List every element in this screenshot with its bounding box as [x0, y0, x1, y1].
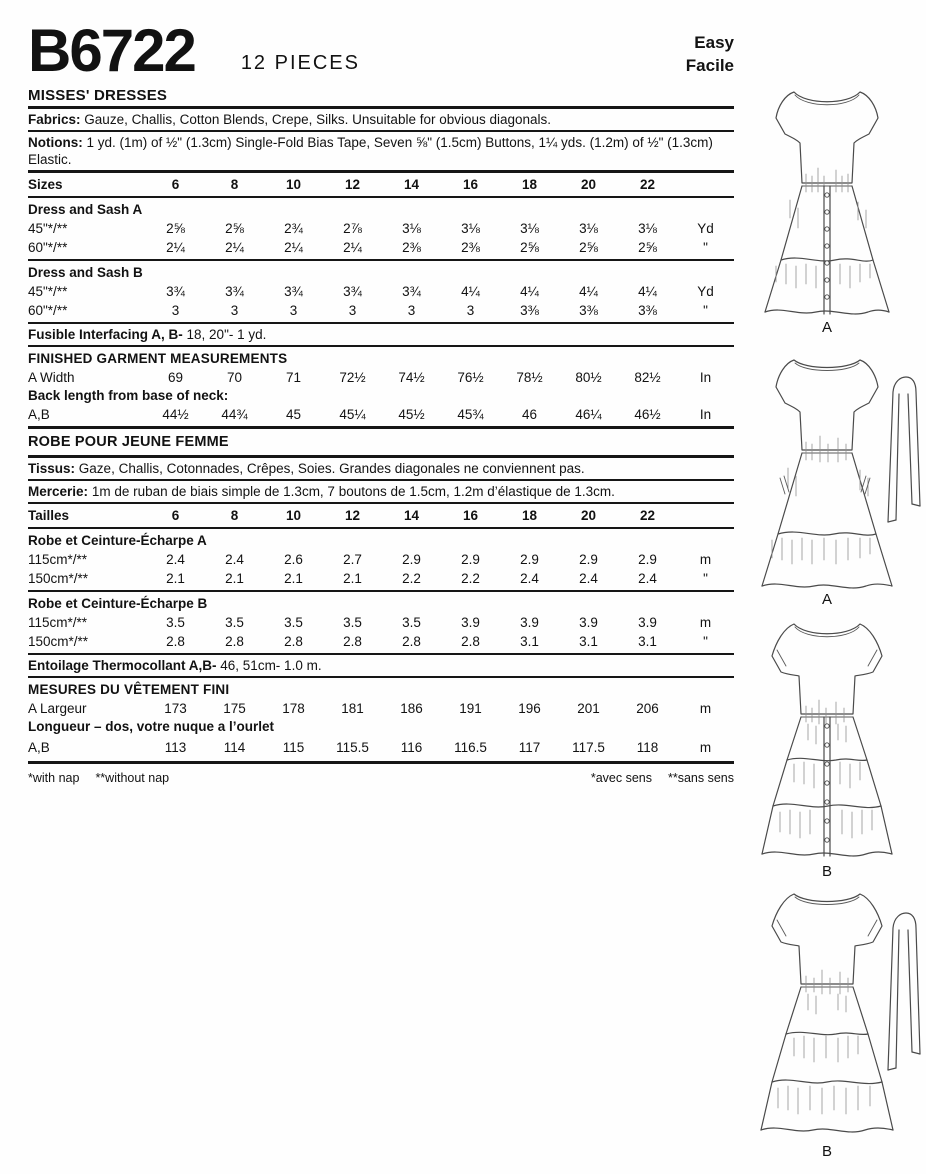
size-value: 18 — [521, 508, 538, 523]
footnote-without-nap: **without nap — [95, 771, 170, 785]
yardage-value: 4¼ — [520, 284, 539, 299]
measurement-value: 70 — [226, 370, 243, 385]
fabric-width-label: 115cm*/** — [28, 615, 88, 630]
yardage-value: 3⅛ — [520, 221, 539, 236]
yardage-value: 2⅜ — [402, 240, 421, 255]
measurement-value: 175 — [223, 701, 246, 716]
tissus-text: Gaze, Challis, Cotonnades, Crêpes, Soies. Grandes diagonales ne conviennent pas. — [78, 461, 585, 476]
metrage-value: 2.8 — [166, 634, 185, 649]
row-unit: m — [699, 701, 712, 716]
figure-label: B — [821, 863, 832, 880]
yardage-value: 2⅝ — [579, 240, 598, 255]
measurement-value: 115 — [282, 740, 305, 755]
metrage-value: 3.5 — [402, 615, 421, 630]
fabric-width-label: 150cm*/** — [28, 634, 89, 649]
measurement-value: 178 — [282, 701, 305, 716]
metrage-value: 2.7 — [343, 552, 362, 567]
interfacing-text: 18, 20"- 1 yd. — [186, 327, 267, 342]
metrage-value: 3.9 — [579, 615, 598, 630]
divider — [28, 106, 734, 109]
mesure-row — [28, 736, 734, 759]
measurement-value: 71 — [285, 370, 302, 385]
tissus-note — [28, 460, 734, 477]
yardage-value: 2⅜ — [461, 240, 480, 255]
measurement-value: 45¾ — [457, 407, 484, 422]
footnotes-english — [28, 771, 169, 785]
measurement-value: 44½ — [162, 407, 189, 422]
metrage-value: 2.9 — [520, 552, 539, 567]
metrage-value: 2.2 — [461, 571, 480, 586]
yardage-value: 3⅜ — [579, 303, 598, 318]
row-unit: m — [699, 740, 712, 755]
notions-label: Notions: — [28, 135, 83, 150]
yardage-value: 3⅛ — [638, 221, 657, 236]
footnotes-french — [591, 771, 734, 785]
yardage-value: 2¼ — [284, 240, 303, 255]
yardage-value: 2¼ — [343, 240, 362, 255]
row-unit: " — [703, 240, 708, 255]
measurement-value: 46¼ — [575, 407, 602, 422]
metrage-value: 2.2 — [402, 571, 421, 586]
measurement-value: 76½ — [457, 370, 484, 385]
metrage-value: 3.5 — [284, 615, 303, 630]
section-title-robe-b: Robe et Ceinture-Écharpe B — [28, 596, 208, 611]
measurement-value: 45¼ — [339, 407, 366, 422]
measurement-value: 196 — [518, 701, 541, 716]
metrage-value: 2.4 — [638, 571, 657, 586]
metrage-value: 3.1 — [520, 634, 539, 649]
yardage-value: 3¾ — [284, 284, 303, 299]
yardage-value: 3 — [348, 303, 357, 318]
yardage-value: 2⅝ — [225, 221, 244, 236]
yardage-value: 2¼ — [166, 240, 185, 255]
measurement-row — [28, 405, 734, 424]
size-value: 14 — [403, 508, 420, 523]
measurement-value: 82½ — [634, 370, 661, 385]
entoilage-label: Entoilage Thermocollant A,B- — [28, 658, 217, 673]
measurement-label: A,B — [28, 740, 50, 755]
french-section-title: ROBE POUR JEUNE FEMME — [28, 434, 229, 450]
metrage-value: 2.8 — [343, 634, 362, 649]
measurement-value: 186 — [400, 701, 423, 716]
size-value: 16 — [462, 177, 479, 192]
yardage-value: 3⅜ — [520, 303, 539, 318]
measurement-value: 69 — [167, 370, 184, 385]
size-value: 14 — [403, 177, 420, 192]
size-value: 22 — [639, 177, 656, 192]
divider — [28, 479, 734, 481]
yardage-value: 3⅛ — [579, 221, 598, 236]
divider — [28, 426, 734, 429]
fabrics-text: Gauze, Challis, Cotton Blends, Crepe, Silks. Unsuitable for obvious diagonals. — [84, 112, 552, 127]
fabric-width-label: 60"*/** — [28, 240, 68, 255]
metrage-value: 3.9 — [638, 615, 657, 630]
divider — [28, 527, 734, 529]
metrage-row — [28, 613, 734, 632]
yardage-value: 2⅝ — [638, 240, 657, 255]
fabric-width-label: 45"*/** — [28, 221, 68, 236]
section-title-dress-b: Dress and Sash B — [28, 265, 143, 280]
divider — [28, 502, 734, 504]
figure-dress-a-front — [742, 80, 912, 336]
yardage-value: 3¾ — [166, 284, 185, 299]
metrage-value: 3.5 — [343, 615, 362, 630]
metrage-value: 3.5 — [166, 615, 185, 630]
metrage-value: 3.1 — [579, 634, 598, 649]
metrage-value: 2.8 — [225, 634, 244, 649]
yardage-value: 3 — [407, 303, 416, 318]
row-unit: m — [699, 615, 712, 630]
yardage-value: 4¼ — [579, 284, 598, 299]
divider — [28, 590, 734, 592]
figure-dress-b-back — [742, 884, 926, 1160]
divider — [28, 455, 734, 458]
yardage-value: 3⅜ — [638, 303, 657, 318]
measurement-value: 201 — [577, 701, 600, 716]
metrage-value: 2.8 — [402, 634, 421, 649]
metrage-value: 2.9 — [402, 552, 421, 567]
metrage-value: 2.4 — [166, 552, 185, 567]
metrage-value: 2.9 — [579, 552, 598, 567]
dress-a-back-illustration — [742, 350, 926, 590]
fabric-width-label: 45"*/** — [28, 284, 68, 299]
fabric-width-label: 150cm*/** — [28, 571, 89, 586]
size-value: 10 — [285, 177, 302, 192]
measurement-value: 44¾ — [221, 407, 248, 422]
measurement-value: 115.5 — [336, 740, 369, 755]
measurement-value: 46½ — [634, 407, 661, 422]
metrage-value: 2.1 — [225, 571, 244, 586]
measurement-value: 117 — [518, 740, 541, 755]
metrage-value: 2.8 — [461, 634, 480, 649]
divider — [28, 653, 734, 655]
divider — [28, 345, 734, 347]
figure-label: A — [821, 319, 832, 336]
yardage-row — [28, 238, 734, 257]
figure-dress-a-back — [742, 350, 926, 608]
metrage-value: 2.6 — [284, 552, 303, 567]
metrage-value: 2.8 — [284, 634, 303, 649]
yardage-value: 2¾ — [284, 221, 303, 236]
row-unit: Yd — [697, 284, 714, 299]
metrage-value: 2.4 — [579, 571, 598, 586]
measurement-value: 116.5 — [454, 740, 487, 755]
longueur-heading: Longueur – dos, votre nuque a l’ourlet — [28, 719, 275, 734]
row-unit: " — [703, 634, 708, 649]
row-unit: " — [703, 571, 708, 586]
metrage-value: 2.1 — [284, 571, 303, 586]
difficulty-rating — [686, 32, 734, 78]
footnote-with-nap: *with nap — [28, 771, 80, 785]
yardage-value: 3¾ — [402, 284, 421, 299]
divider — [28, 170, 734, 173]
entoilage-note — [28, 657, 734, 674]
garment-category: MISSES' DRESSES — [28, 87, 168, 104]
yardage-value: 3 — [466, 303, 475, 318]
metrage-value: 2.4 — [225, 552, 244, 567]
figure-label: B — [821, 1143, 832, 1160]
yardage-value: 2¼ — [225, 240, 244, 255]
yardage-value: 4¼ — [461, 284, 480, 299]
yardage-value: 3⅛ — [461, 221, 480, 236]
size-value: 10 — [285, 508, 302, 523]
interfacing-note — [28, 326, 734, 343]
measurement-value: 116 — [400, 740, 423, 755]
footnotes — [28, 771, 734, 785]
divider — [28, 196, 734, 198]
dress-b-back-illustration — [742, 884, 926, 1142]
tailles-header-row — [28, 506, 734, 525]
mercerie-label: Mercerie: — [28, 484, 89, 499]
size-value: 16 — [462, 508, 479, 523]
back-length-heading: Back length from base of neck: — [28, 388, 229, 403]
metrage-value: 2.1 — [166, 571, 185, 586]
size-value: 20 — [580, 177, 597, 192]
difficulty-fr: Facile — [685, 56, 734, 76]
size-value: 8 — [230, 508, 239, 523]
metrage-value: 3.9 — [520, 615, 539, 630]
measurement-label: A Width — [28, 370, 75, 385]
figure-label: A — [821, 591, 832, 608]
size-value: 20 — [580, 508, 597, 523]
difficulty-en: Easy — [694, 33, 734, 53]
row-unit: Yd — [697, 221, 714, 236]
yardage-chart — [28, 10, 734, 785]
size-value: 12 — [344, 177, 361, 192]
masthead — [28, 10, 734, 84]
yardage-value: 3¾ — [343, 284, 362, 299]
measurement-value: 118 — [636, 740, 659, 755]
measurement-value: 46 — [521, 407, 538, 422]
yardage-value: 3 — [171, 303, 180, 318]
yardage-row — [28, 219, 734, 238]
size-value: 18 — [521, 177, 538, 192]
dress-a-front-illustration — [742, 80, 912, 318]
tissus-label: Tissus: — [28, 461, 76, 476]
size-value: 6 — [171, 177, 180, 192]
measurement-value: 45½ — [398, 407, 425, 422]
section-title-robe-a: Robe et Ceinture-Écharpe A — [28, 533, 207, 548]
metrage-value: 2.1 — [343, 571, 362, 586]
metrage-row — [28, 569, 734, 588]
metrage-value: 2.4 — [520, 571, 539, 586]
metrage-value: 2.9 — [638, 552, 657, 567]
divider — [28, 130, 734, 132]
divider — [28, 761, 734, 764]
measurement-value: 113 — [164, 740, 187, 755]
size-value: 8 — [230, 177, 239, 192]
tailles-label: Tailles — [28, 508, 70, 523]
measurement-value: 45 — [285, 407, 302, 422]
pattern-number: B6722 — [28, 16, 195, 84]
pieces-count: 12 PIECES — [240, 52, 360, 74]
size-value: 6 — [171, 508, 180, 523]
notions-text: 1 yd. (1m) of ½" (1.3cm) Single-Fold Bias Tape, Seven ⅝" (1.5cm) Buttons, 1¼ yds. (1.2m) of ½" (1.3cm) Elastic. — [28, 135, 713, 167]
measurement-value: 117.5 — [572, 740, 605, 755]
section-title-mesures: MESURES DU VÊTEMENT FINI — [28, 682, 230, 697]
measurement-label: A Largeur — [28, 701, 87, 716]
yardage-value: 3 — [289, 303, 298, 318]
yardage-value: 4¼ — [638, 284, 657, 299]
measurement-value: 114 — [223, 740, 246, 755]
divider — [28, 259, 734, 261]
measurement-value: 191 — [459, 701, 482, 716]
measurement-value: 206 — [636, 701, 659, 716]
sizes-label: Sizes — [28, 177, 63, 192]
yardage-value: 3⅛ — [402, 221, 421, 236]
fabrics-note — [28, 111, 734, 128]
metrage-value: 2.9 — [461, 552, 480, 567]
yardage-value: 3¾ — [225, 284, 244, 299]
yardage-row — [28, 282, 734, 301]
sizes-header-row — [28, 175, 734, 194]
measurement-value: 80½ — [575, 370, 602, 385]
yardage-value: 2⅞ — [343, 221, 362, 236]
section-title-dress-a: Dress and Sash A — [28, 202, 143, 217]
mercerie-note — [28, 483, 734, 500]
yardage-value: 2⅝ — [166, 221, 185, 236]
row-unit: m — [699, 552, 712, 567]
measurement-label: A,B — [28, 407, 50, 422]
mesure-row — [28, 699, 734, 718]
row-unit: In — [699, 407, 712, 422]
row-unit: In — [699, 370, 712, 385]
divider — [28, 676, 734, 678]
yardage-value: 2⅝ — [520, 240, 539, 255]
measurement-value: 74½ — [398, 370, 425, 385]
notions-note — [28, 134, 734, 168]
fabric-width-label: 115cm*/** — [28, 552, 88, 567]
footnote-avec-sens: *avec sens — [590, 771, 652, 785]
entoilage-text: 46, 51cm- 1.0 m. — [220, 658, 322, 673]
metrage-value: 3.1 — [638, 634, 657, 649]
row-unit: " — [703, 303, 708, 318]
size-value: 22 — [639, 508, 656, 523]
dress-b-front-illustration — [742, 614, 912, 862]
measurement-value: 181 — [341, 701, 364, 716]
measurement-value: 173 — [164, 701, 187, 716]
section-title-finished-measurements: FINISHED GARMENT MEASUREMENTS — [28, 351, 288, 366]
metrage-value: 3.9 — [461, 615, 480, 630]
size-value: 12 — [344, 508, 361, 523]
metrage-row — [28, 550, 734, 569]
fabric-width-label: 60"*/** — [28, 303, 68, 318]
footnote-sans-sens: **sans sens — [667, 771, 734, 785]
measurement-value: 72½ — [339, 370, 366, 385]
metrage-row — [28, 632, 734, 651]
yardage-row — [28, 301, 734, 320]
metrage-value: 3.5 — [225, 615, 244, 630]
mercerie-text: 1m de ruban de biais simple de 1.3cm, 7 boutons de 1.5cm, 1.2m d’élastique de 1.3cm. — [91, 484, 615, 499]
fabrics-label: Fabrics: — [28, 112, 81, 127]
figure-dress-b-front — [742, 614, 912, 880]
measurement-value: 78½ — [516, 370, 543, 385]
divider — [28, 322, 734, 324]
yardage-value: 3 — [230, 303, 239, 318]
interfacing-label: Fusible Interfacing A, B- — [28, 327, 183, 342]
measurement-row — [28, 368, 734, 387]
